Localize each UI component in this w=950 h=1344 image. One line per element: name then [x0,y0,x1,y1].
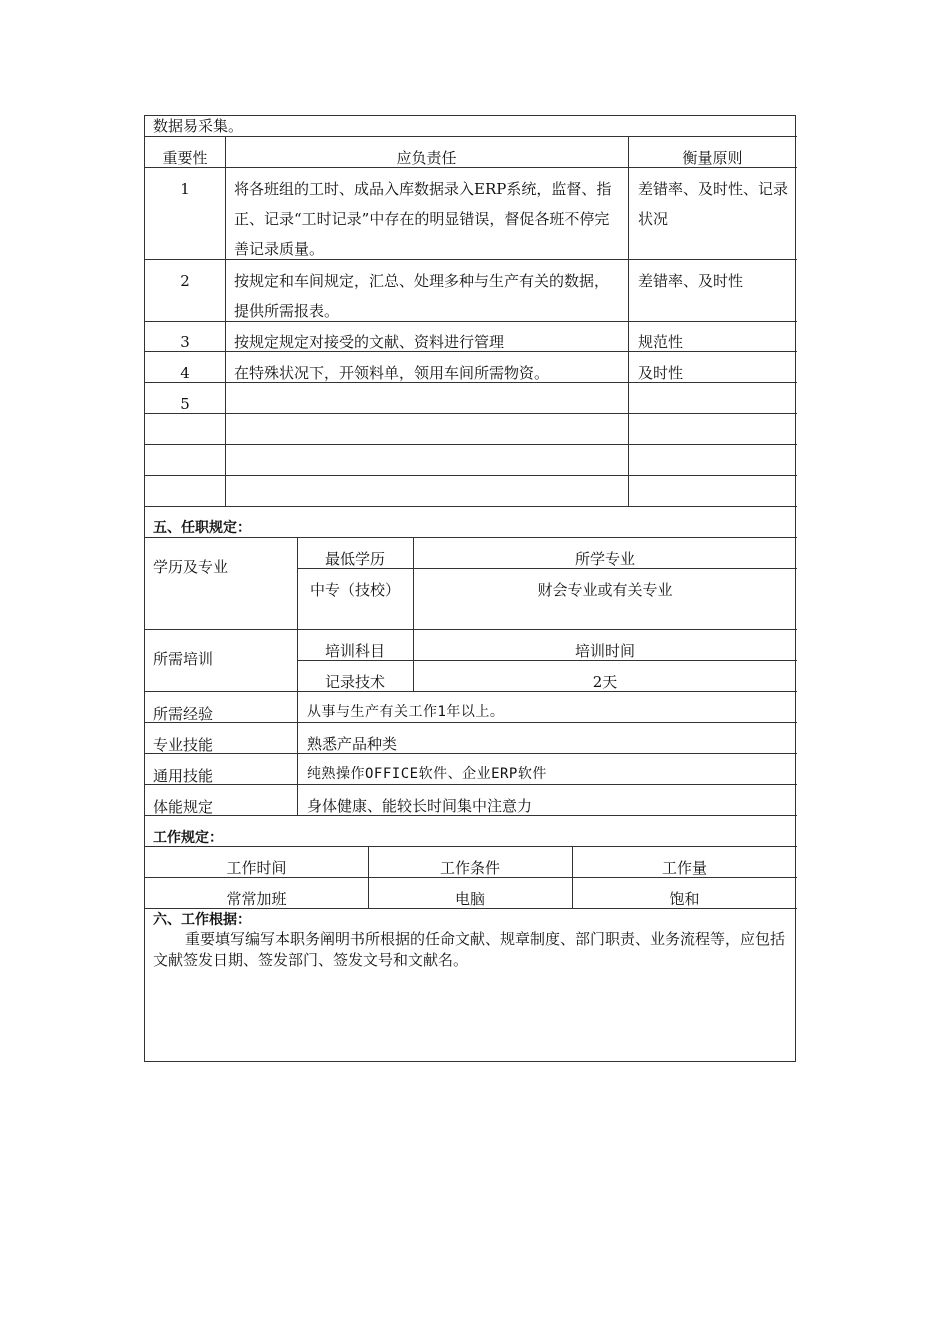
row-4-duty: 在特殊状况下，开领料单，领用车间所需物资。 [234,364,550,382]
general-skill-label: 通用技能 [153,767,214,785]
work-value-condition: 电脑 [454,890,485,908]
training-col-time: 培训时间 [574,642,635,660]
row-1-num: 1 [180,180,190,198]
section-5-title: 五、任职规定： [153,520,251,536]
general-skill-value: 纯熟操作OFFICE软件、企业ERP软件 [307,766,547,782]
job-description-table [144,115,796,1062]
work-header-time: 工作时间 [226,859,287,877]
work-title: 工作规定： [153,830,223,846]
work-value-time: 常常加班 [226,890,287,908]
row-1-measure: 差错率、及时性、记录状况 [638,180,789,228]
work-value-amount: 饱和 [669,890,700,908]
education-major-value: 财会专业或有关专业 [537,581,673,599]
training-col-subject: 培训科目 [324,642,385,660]
professional-skill-label: 专业技能 [153,736,214,754]
top-note: 数据易采集。 [153,117,244,135]
work-header-amount: 工作量 [661,859,707,877]
row-4-measure: 及时性 [638,364,684,382]
education-col-major: 所学专业 [574,550,635,568]
training-label: 所需培训 [153,650,214,668]
row-4-num: 4 [180,364,190,382]
physical-label: 体能规定 [153,798,214,816]
physical-value: 身体健康、能较长时间集中注意力 [307,797,533,815]
row-2-num: 2 [180,272,190,290]
education-label: 学历及专业 [153,558,229,576]
row-5-num: 5 [180,395,190,413]
experience-value: 从事与生产有关工作1年以上。 [307,704,505,720]
row-1-duty: 将各班组的工时、成品入库数据录入ERP系统，监督、指正、记录“工时记录”中存在的明显错误，督促各班不停完善记录质量。 [234,180,612,258]
row-3-measure: 规范性 [638,333,684,351]
education-col-min: 最低学历 [324,550,385,568]
training-subject-value: 记录技术 [324,673,385,691]
work-header-condition: 工作条件 [439,859,500,877]
row-2-duty: 按规定和车间规定，汇总、处理多种与生产有关的数据，提供所需报表。 [234,272,610,320]
professional-skill-value: 熟悉产品种类 [307,735,398,753]
row-3-num: 3 [180,333,190,351]
education-min-value: 中专（技校） [309,581,400,599]
section-6-title: 六、工作根据： [153,912,251,928]
row-3-duty: 按规定规定对接受的文献、资料进行管理 [234,333,505,351]
training-time-value: 2天 [592,673,618,691]
experience-label: 所需经验 [153,705,214,723]
section-6-body: 重要填写编写本职务阐明书所根据的任命文献、规章制度、部门职责、业务流程等，应包括文献签发日期、签发部门、签发文号和文献名。 [153,930,786,969]
header-measure: 衡量原则 [682,149,743,167]
header-responsibility: 应负责任 [396,149,457,167]
row-2-measure: 差错率、及时性 [638,272,744,290]
header-importance: 重要性 [162,149,208,167]
